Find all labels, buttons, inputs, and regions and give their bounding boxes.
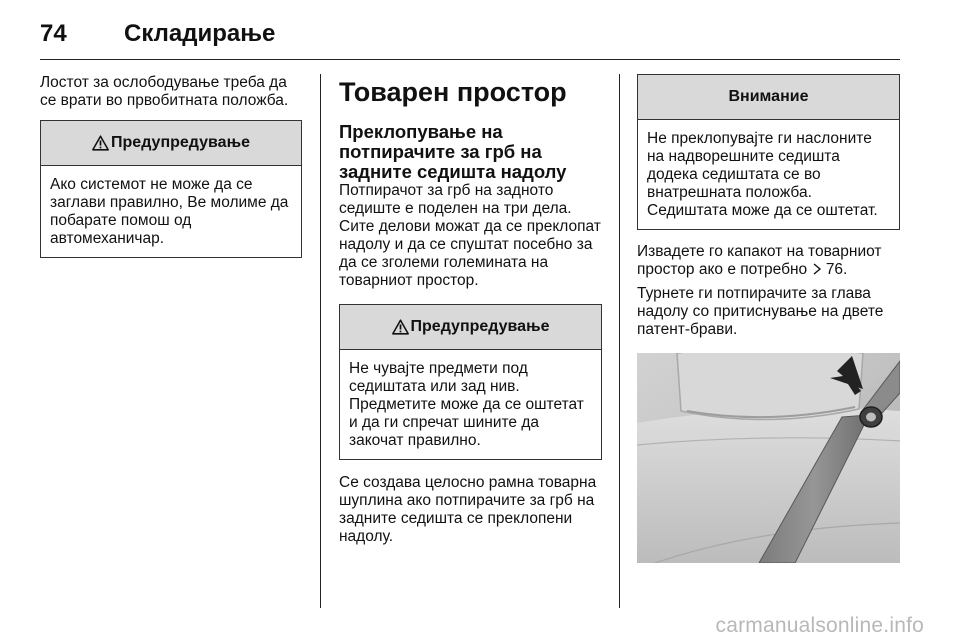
- body-paragraph-1: Потпирачот за грб на задното седиште е поделен на три дела. Сите делови можат да се преклопат надолу и да се спуштат посебно за да се зголеми големината на товарниот простор.: [339, 182, 601, 289]
- warning-triangle-icon: [392, 319, 409, 335]
- body-paragraph-4: Турнете ги потпирачите за глава надолу со притиснување на двете патент-брави.: [637, 285, 884, 338]
- caution-box-header: [638, 75, 899, 120]
- seat-illustration: [637, 353, 900, 563]
- warning-box-2-body: Не чувајте предмети под седиштата или зад нив. Предметите може да се оштетат и да ги спречат шините да закочат правилно.: [349, 360, 584, 449]
- warning-box-1-title: Предупредување: [111, 134, 250, 151]
- body-paragraph-3: [637, 243, 900, 279]
- page-reference: 76.: [825, 261, 848, 278]
- subsection-title: Преклопување на потпирачите за грб на задните седишта надолу: [339, 121, 567, 182]
- caution-box-title: Внимание: [728, 88, 809, 105]
- caution-box-body: Не преклопувајте ги наслоните на надворешните седишта додека седиштата се во внатрешната положба. Седиштата може да се оштетат.: [647, 130, 878, 219]
- warning-box-2: [339, 304, 602, 460]
- column-left: [40, 74, 302, 258]
- warning-box-1-body: Ако системот не може да се заглави правилно, Ве молиме да побарате помош од автомеханичар.: [50, 176, 289, 247]
- column-middle: [339, 74, 602, 546]
- column-right: [637, 74, 900, 563]
- watermark: carmanualsonline.info: [715, 614, 924, 637]
- header-divider: [40, 59, 900, 60]
- body-paragraph-2: Се создава целосно рамна товарна шуплина ако потпирачите за грб на задните седишта се преклопени надолу.: [339, 474, 597, 545]
- column-divider-2: [619, 74, 620, 608]
- seat-headrest-photo: [637, 353, 900, 563]
- warning-triangle-icon: [92, 135, 109, 151]
- page-header: [40, 14, 275, 54]
- warning-box-2-title: Предупредување: [410, 318, 550, 335]
- body-paragraph-3-text: Извадете го капакот на товарниот простор ако е потребно: [637, 243, 882, 278]
- page-reference-arrow-icon: [812, 263, 822, 275]
- page-number: 74: [40, 20, 67, 47]
- chapter-title: Складирање: [124, 20, 276, 47]
- section-title: Товарен простор: [339, 77, 567, 107]
- caution-box: [637, 74, 900, 230]
- warning-box-1: [40, 120, 302, 258]
- intro-paragraph: Лостот за ослободување треба да се врати во првобитната положба.: [40, 74, 289, 109]
- column-divider-1: [320, 74, 321, 608]
- warning-box-1-header: [41, 121, 301, 166]
- warning-box-2-header: [340, 305, 601, 350]
